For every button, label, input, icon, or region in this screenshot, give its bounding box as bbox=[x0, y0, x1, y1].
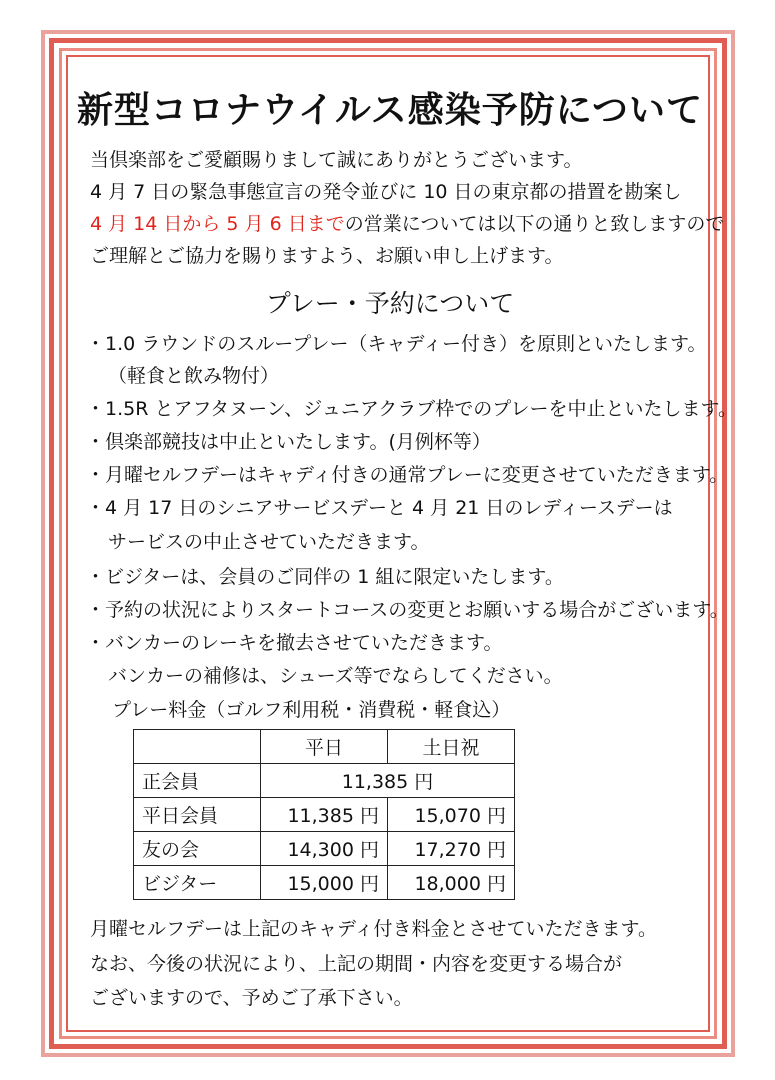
footer-line-3: ございますので、予めご了承下さい。 bbox=[90, 987, 413, 1009]
weekend-price: 15,070 円 bbox=[388, 798, 515, 832]
intro-line-3-rest: の営業については以下の通りと致しますので bbox=[344, 213, 725, 235]
weekday-price: 15,000 円 bbox=[261, 866, 388, 900]
table-header-cell: 土日祝 bbox=[388, 730, 515, 764]
footer-line-2: なお、今後の状況により、上記の期間・内容を変更する場合が bbox=[90, 953, 623, 975]
intro-line-2: 4 月 7 日の緊急事態宣言の発令並びに 10 日の東京都の措置を勘案し bbox=[90, 181, 682, 203]
row-label: 平日会員 bbox=[134, 798, 261, 832]
row-label: ビジター bbox=[134, 866, 261, 900]
weekday-price: 11,385 円 bbox=[261, 798, 388, 832]
section-subtitle: プレー・予約について bbox=[265, 289, 515, 318]
intro-period-highlight: 4 月 14 日から 5 月 6 日まで bbox=[90, 213, 345, 235]
fee-table bbox=[133, 729, 515, 900]
bullet-item: ・予約の状況によりスタートコースの変更とお願いする場合がございます。 bbox=[86, 599, 729, 621]
bullet-item: ・倶楽部競技は中止といたします。(月例杯等） bbox=[86, 431, 491, 453]
table-header-row bbox=[134, 730, 515, 764]
weekend-price: 18,000 円 bbox=[388, 866, 515, 900]
bullet-item: ・1.0 ラウンドのスループレー（キャディー付き）を原則といたします。 bbox=[86, 333, 707, 355]
bullet-item: ・4 月 17 日のシニアサービスデーと 4 月 21 日のレディースデーは bbox=[86, 497, 673, 519]
table-row bbox=[134, 798, 515, 832]
bullet-item: ・月曜セルフデーはキャディ付きの通常プレーに変更させていただきます。 bbox=[86, 464, 729, 486]
intro-line-1: 当倶楽部をご愛顧賜りまして誠にありがとうございます。 bbox=[90, 149, 583, 171]
bullet-item: ・1.5R とアフタヌーン、ジュニアクラブ枠でのプレーを中止といたします。 bbox=[86, 398, 737, 420]
bullet-item-continuation: （軽食と飲み物付） bbox=[108, 365, 280, 387]
merged-price-cell: 11,385 円 bbox=[261, 764, 515, 798]
intro-line-4: ご理解とご協力を賜りますよう、お願い申し上げます。 bbox=[90, 245, 564, 267]
footer-line-1: 月曜セルフデーは上記のキャディ付き料金とさせていただきます。 bbox=[90, 918, 657, 940]
table-header-cell: 平日 bbox=[261, 730, 388, 764]
row-label: 正会員 bbox=[134, 764, 261, 798]
bullet-item-continuation: サービスの中止させていただきます。 bbox=[108, 531, 430, 553]
row-label: 友の会 bbox=[134, 832, 261, 866]
table-row bbox=[134, 832, 515, 866]
table-row bbox=[134, 866, 515, 900]
weekend-price: 17,270 円 bbox=[388, 832, 515, 866]
bullet-item: ・ビジターは、会員のご同伴の 1 組に限定いたします。 bbox=[86, 566, 564, 588]
intro-line-3 bbox=[90, 212, 724, 236]
fee-table-title: プレー料金（ゴルフ利用税・消費税・軽食込） bbox=[112, 699, 511, 721]
weekday-price: 14,300 円 bbox=[261, 832, 388, 866]
bullet-item: ・バンカーのレーキを撤去させていただきます。 bbox=[86, 632, 503, 654]
table-header-cell bbox=[134, 730, 261, 764]
bullet-item-continuation: バンカーの補修は、シューズ等でならしてください。 bbox=[108, 665, 563, 687]
notice-title: 新型コロナウイルス感染予防について bbox=[76, 90, 704, 131]
table-row bbox=[134, 764, 515, 798]
